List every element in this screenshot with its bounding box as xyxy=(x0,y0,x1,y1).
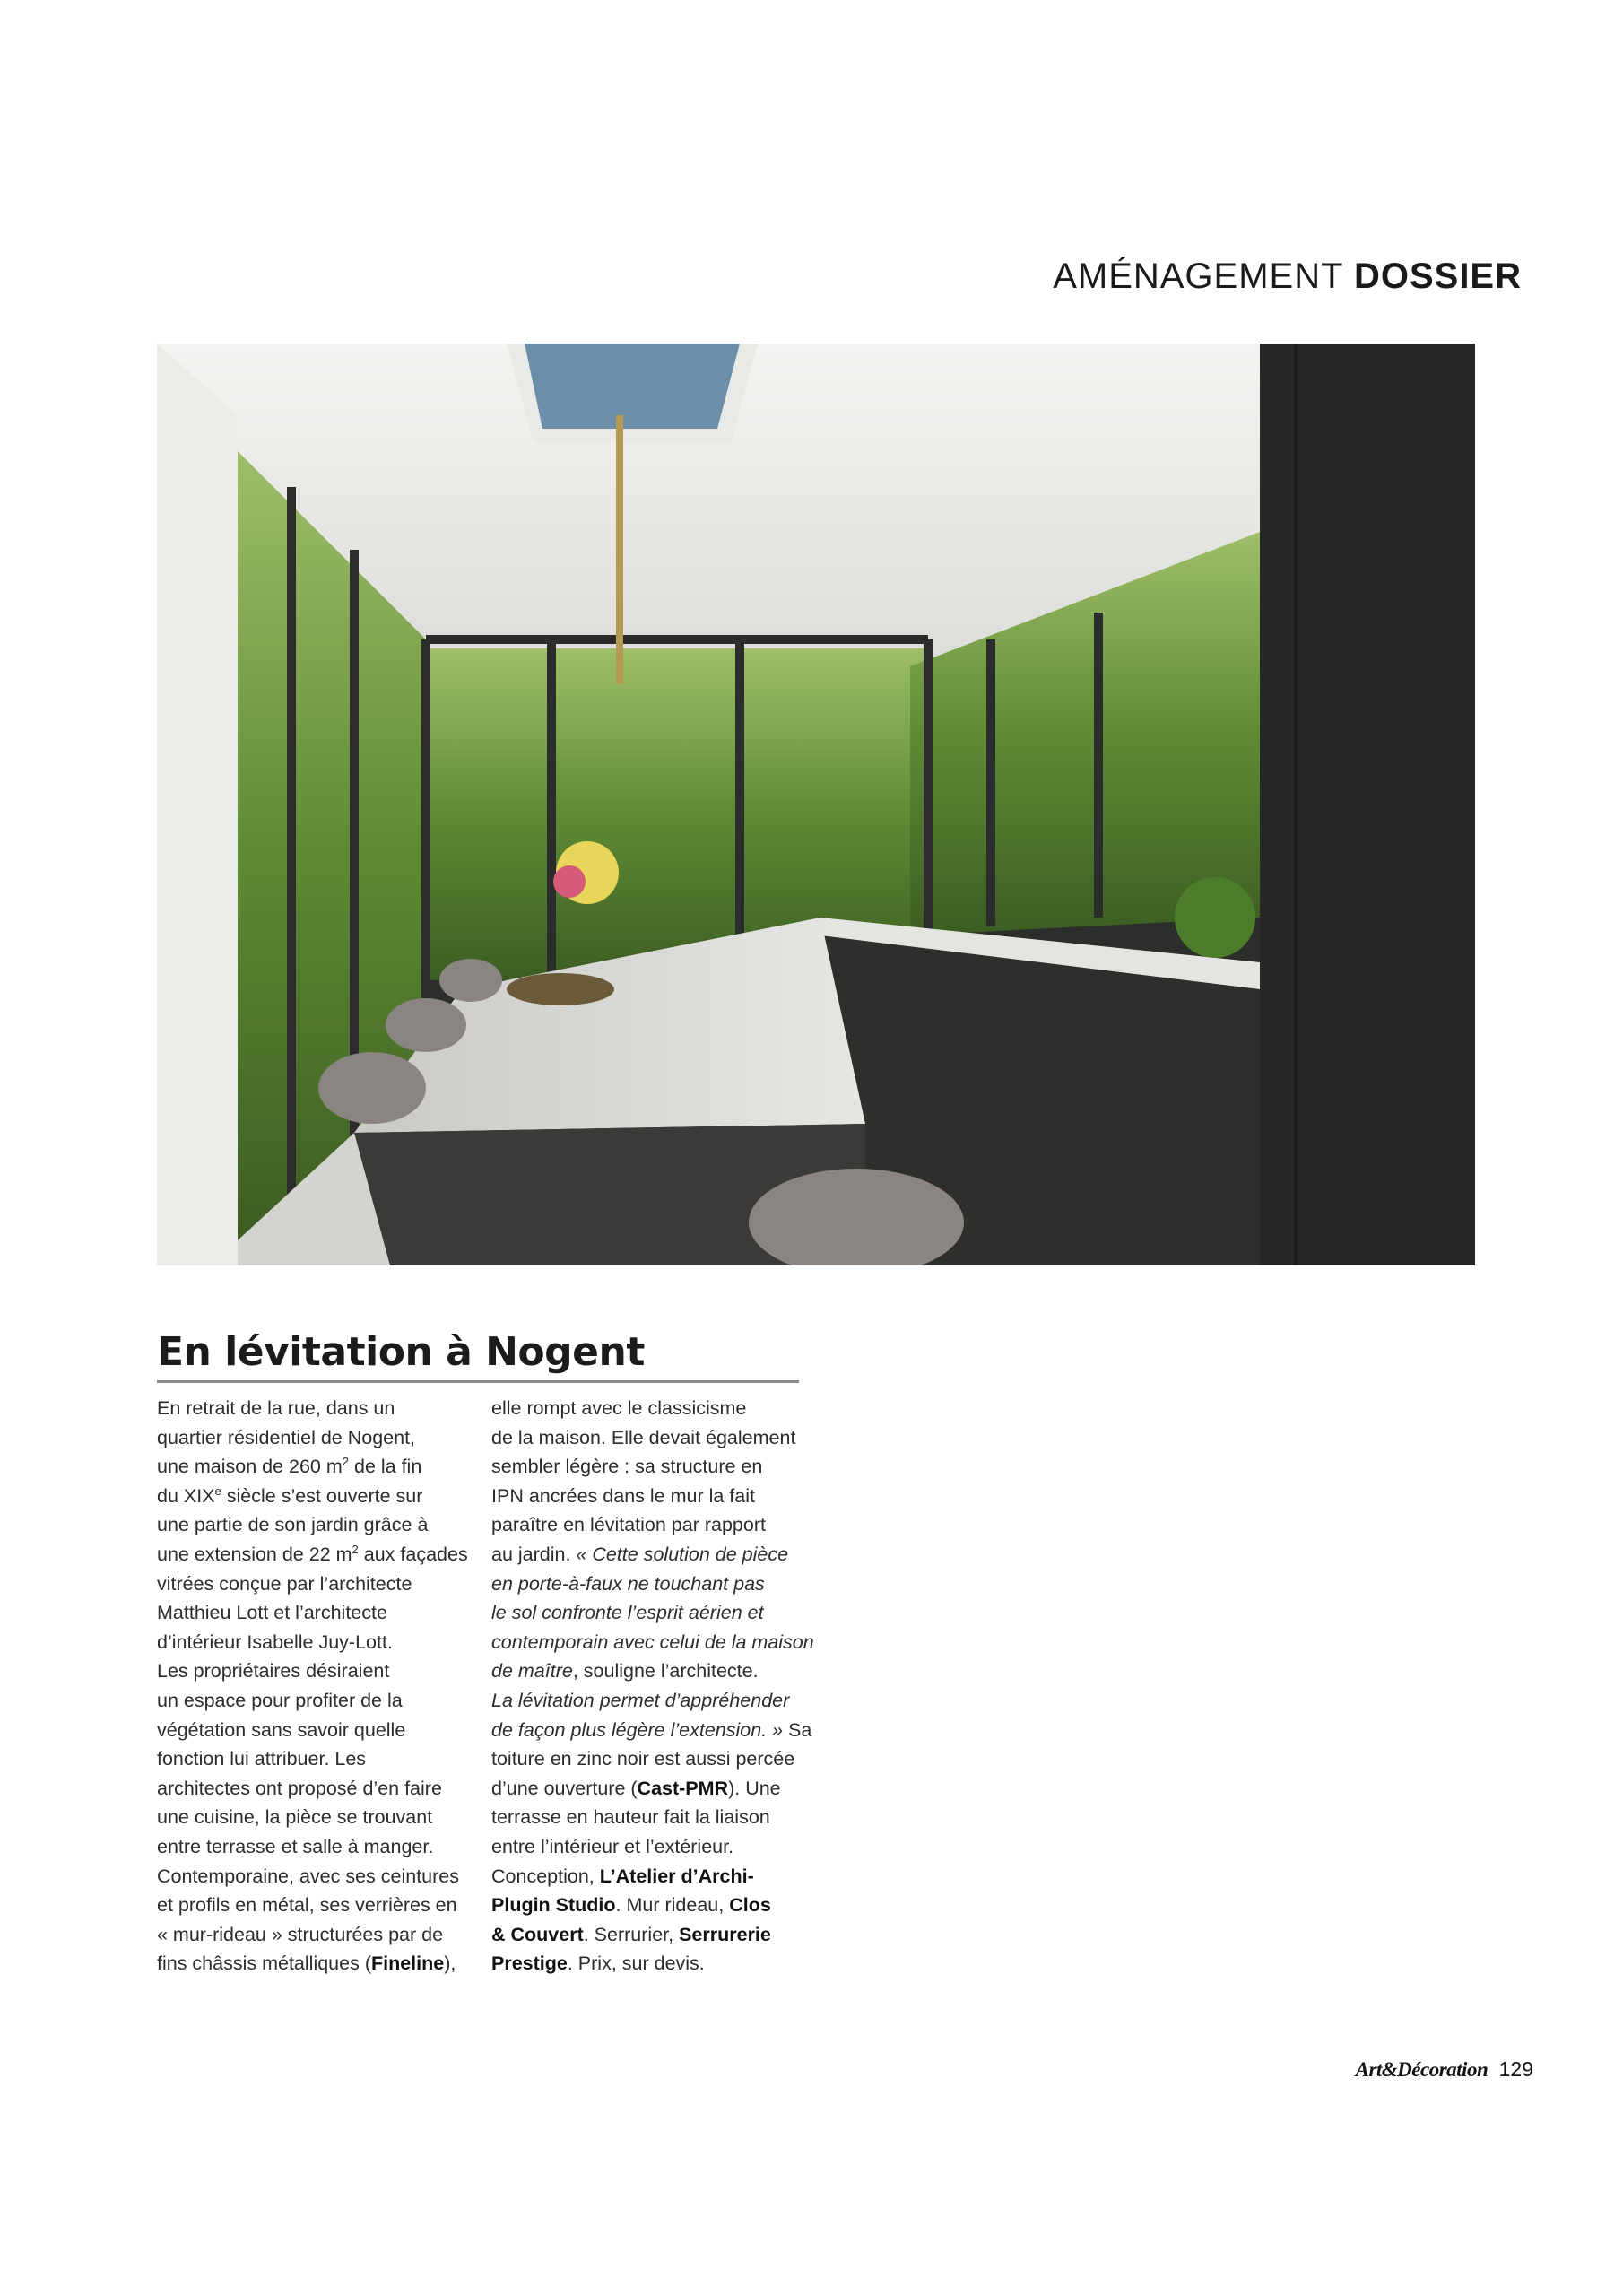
article-column-1 xyxy=(157,1394,489,1979)
text-line: Plugin Studio. Mur rideau, Clos xyxy=(491,1894,771,1917)
text-line: de façon plus légère l’extension. » Sa xyxy=(491,1718,812,1741)
text-line: vitrées conçue par l’architecte xyxy=(157,1572,412,1595)
brand-atelier: L’Atelier d’Archi- xyxy=(599,1865,754,1887)
text-line: architectes ont proposé d’en faire xyxy=(157,1777,442,1799)
brand-prestige: Prestige xyxy=(491,1952,568,1975)
brand-cast-pmr: Cast-PMR xyxy=(637,1777,729,1799)
text-line: du XIXe siècle s’est ouverte sur xyxy=(157,1483,423,1507)
text-line: d’une ouverture (Cast-PMR). Une xyxy=(491,1777,781,1799)
text-line: fonction lui attribuer. Les xyxy=(157,1748,367,1770)
text-line: IPN ancrées dans le mur la fait xyxy=(491,1484,755,1507)
text-line: fins châssis métalliques (Fineline), xyxy=(157,1952,456,1975)
text-line: une cuisine, la pièce se trouvant xyxy=(157,1806,433,1829)
section-label: AMÉNAGEMENT xyxy=(1053,257,1343,296)
text-line: quartier résidentiel de Nogent, xyxy=(157,1426,416,1448)
page-number: 129 xyxy=(1498,2057,1533,2081)
text-line: & Couvert. Serrurier, Serrurerie xyxy=(491,1923,771,1945)
text-line: Prestige. Prix, sur devis. xyxy=(491,1952,705,1975)
text-line: elle rompt avec le classicisme xyxy=(491,1397,747,1419)
text-line: En retrait de la rue, dans un xyxy=(157,1397,395,1419)
text-line: entre terrasse et salle à manger. xyxy=(157,1835,434,1857)
article-title: En lévitation à Nogent xyxy=(157,1329,799,1383)
text-line: au jardin. « Cette solution de pièce xyxy=(491,1543,789,1565)
text-line: terrasse en hauteur fait la liaison xyxy=(491,1806,770,1829)
text-line: un espace pour profiter de la xyxy=(157,1689,403,1711)
text-line: Matthieu Lott et l’architecte xyxy=(157,1602,387,1624)
magazine-logo: Art&Décoration xyxy=(1355,2058,1488,2081)
page-footer xyxy=(1356,2057,1533,2082)
text-line: La lévitation permet d’appréhender xyxy=(491,1689,790,1711)
text-line: entre l’intérieur et l’extérieur. xyxy=(491,1835,734,1857)
dossier-label: DOSSIER xyxy=(1353,257,1522,296)
text-line: une maison de 260 $m^2$ de la fin xyxy=(157,1455,422,1478)
text-line: toiture en zinc noir est aussi percée xyxy=(491,1748,795,1770)
text-line: sembler légère : sa structure en xyxy=(491,1456,763,1478)
brand-plugin: Plugin Studio xyxy=(491,1894,616,1917)
text-line: Contemporaine, avec ses ceintures xyxy=(157,1865,460,1887)
text-line: une partie de son jardin grâce à xyxy=(157,1514,429,1536)
kitchen-photo-illustration xyxy=(157,344,1475,1265)
text-line: contemporain avec celui de la maison xyxy=(491,1631,814,1653)
text-line: « mur-rideau » structurées par de xyxy=(157,1923,444,1945)
kitchen-photo xyxy=(157,344,1475,1265)
text-line: Les propriétaires désiraient xyxy=(157,1660,390,1683)
text-line: de maître, souligne l’architecte. xyxy=(491,1660,759,1683)
brand-clos: Clos xyxy=(729,1894,771,1917)
brand-fineline: Fineline xyxy=(370,1952,445,1975)
text-line: végétation sans savoir quelle xyxy=(157,1718,406,1741)
section-rubric xyxy=(1053,257,1522,297)
brand-serrurerie: Serrurerie xyxy=(679,1923,771,1945)
text-line: de la maison. Elle devait également xyxy=(491,1426,796,1448)
article-column-2 xyxy=(491,1394,823,1979)
brand-couvert: & Couvert xyxy=(491,1923,584,1945)
text-line: paraître en lévitation par rapport xyxy=(491,1514,766,1536)
text-line: Conception, L’Atelier d’Archi- xyxy=(491,1865,754,1887)
text-line: d’intérieur Isabelle Juy-Lott. xyxy=(157,1631,393,1653)
text-line: le sol confronte l’esprit aérien et xyxy=(491,1602,764,1624)
text-line: et profils en métal, ses verrières en xyxy=(157,1894,457,1917)
text-line: une extension de 22 $m^2$ aux façades xyxy=(157,1542,468,1565)
text-line: en porte-à-faux ne touchant pas xyxy=(491,1572,765,1595)
